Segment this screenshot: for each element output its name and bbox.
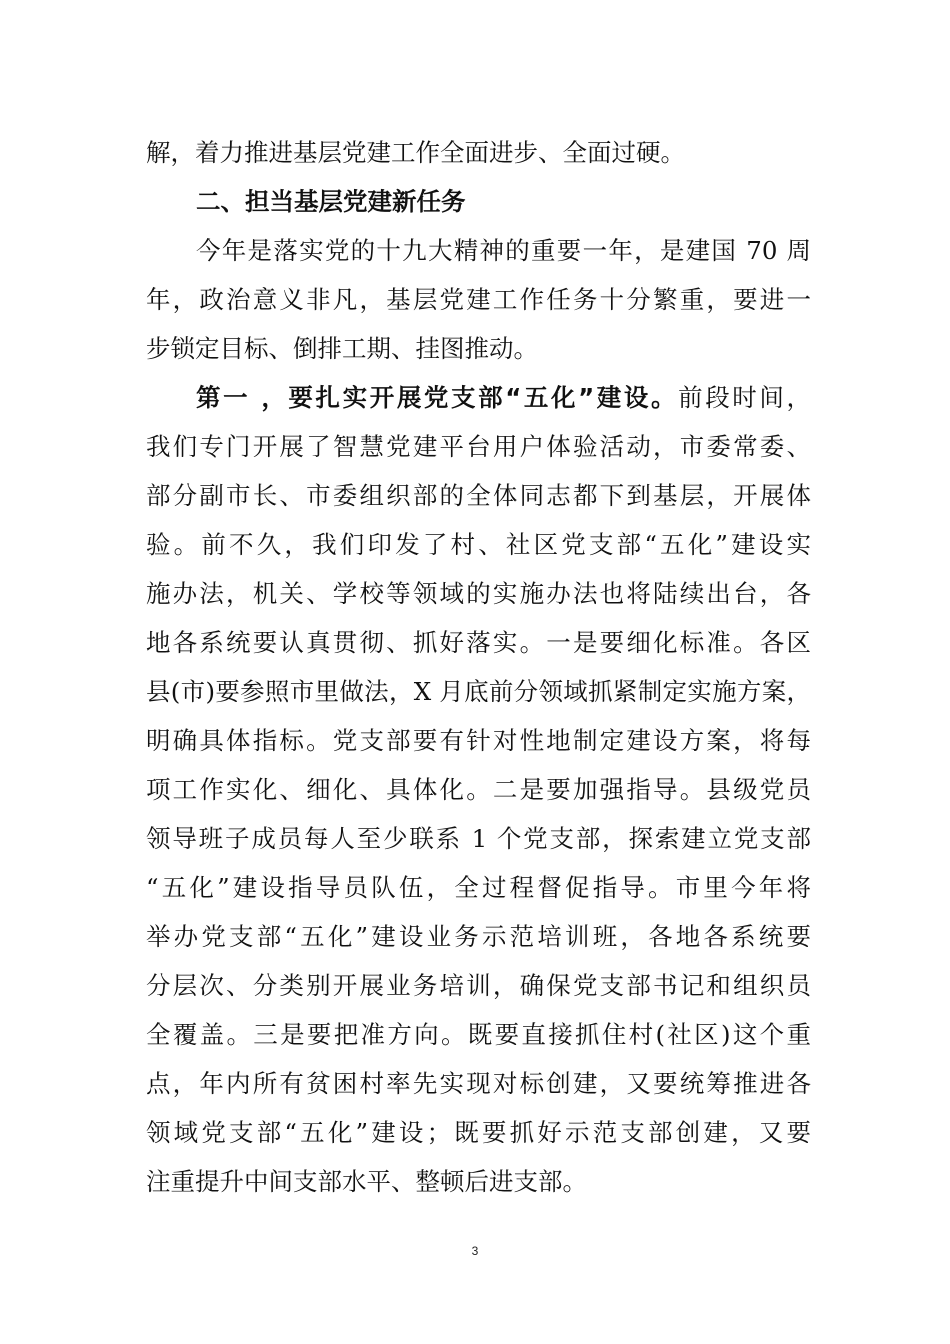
text-line: 点，年内所有贫困村率先实现对标创建，又要统筹推进各 [146,1069,811,1098]
text-line: 部分副市长、市委组织部的全体同志都下到基层，开展体 [146,481,811,510]
page-number: 3 [471,1244,479,1258]
text-line: 明确具体指标。党支部要有针对性地制定建设方案，将每 [146,726,811,755]
text-line: 举办党支部“五化”建设业务示范培训班，各地各系统要 [146,922,811,951]
text-line: 解，着力推进基层党建工作全面进步、全面过硬。 [146,138,685,167]
text-line: 分层次、分类别开展业务培训，确保党支部书记和组织员 [146,971,811,1000]
text-line: 步锁定目标、倒排工期、挂图推动。 [146,334,538,363]
text-line: 县(市)要参照市里做法，X 月底前分领域抓紧制定实施方案， [146,677,811,706]
text-line: 前段时间， [678,383,811,412]
text-line: 领导班子成员每人至少联系 1 个党支部，探索建立党支部 [146,824,811,853]
text-line: 我们专门开展了智慧党建平台用户体验活动，市委常委、 [146,432,811,461]
text-line: “五化”建设指导员队伍，全过程督促指导。市里今年将 [146,873,811,902]
subsection-lead: 第一 ，要扎实开展党支部“五化”建设。 [196,383,679,412]
text-line: 今年是落实党的十九大精神的重要一年，是建国 70 周 [196,236,811,265]
text-line: 全覆盖。三是要把准方向。既要直接抓住村(社区)这个重 [146,1020,811,1049]
text-line: 项工作实化、细化、具体化。二是要加强指导。县级党员 [146,775,811,804]
text-line: 地各系统要认真贯彻、抓好落实。一是要细化标准。各区 [146,628,811,657]
text-line: 领域党支部“五化”建设；既要抓好示范支部创建，又要 [146,1118,811,1147]
text-line: 验。前不久，我们印发了村、社区党支部“五化”建设实 [146,530,811,559]
text-line: 施办法，机关、学校等领域的实施办法也将陆续出台，各 [146,579,811,608]
paragraph-first-line [146,373,811,422]
section-heading: 二、担当基层党建新任务 [196,187,466,216]
document-body [146,128,811,1206]
text-line: 注重提升中间支部水平、整顿后进支部。 [146,1167,587,1196]
text-line: 年，政治意义非凡，基层党建工作任务十分繁重，要进一 [146,285,811,314]
